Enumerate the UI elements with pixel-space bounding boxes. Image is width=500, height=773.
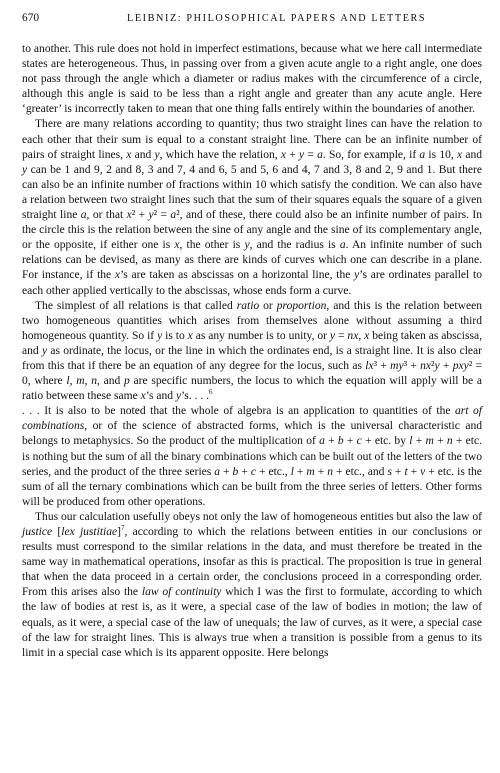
italic-text: y: [154, 148, 160, 161]
text-run: being taken as abscissa, and: [22, 329, 482, 357]
text-run: , the other is: [179, 239, 245, 252]
italic-text: c: [250, 465, 256, 478]
text-run: +: [412, 435, 426, 448]
italic-text: a: [319, 435, 325, 448]
body-paragraph: [22, 510, 482, 661]
text-run: +: [433, 435, 447, 448]
italic-text: x: [364, 329, 370, 342]
italic-text: nx: [420, 359, 432, 372]
italic-text: x: [140, 390, 146, 403]
text-run: . An infinite number of such relations can be devised, as many as there are kinds of curves which one can describe in a plane. For instance, if the: [22, 239, 483, 282]
italic-text: x: [174, 239, 180, 252]
text-run: + etc.,: [255, 465, 291, 478]
text-run: are specific numbers, the locus to which the equation will apply will be a ratio between these same: [22, 375, 482, 403]
italic-text: l: [409, 435, 413, 448]
text-run: or: [259, 299, 277, 312]
italic-text: a: [419, 148, 426, 161]
text-run: , which have the relation,: [159, 148, 281, 161]
italic-text: x: [187, 329, 193, 342]
text-run: , according to which the relations between entities in our conclusions or results must correspond to the similar relations in the data, and must therefore be treated in the same way in mathematical operations, insofar as this is practical. The proposition is true in general that when the data proceed in a certain order, the conclusions proceed in a corresponding order. From this arises also the: [22, 526, 483, 599]
italic-text: my: [390, 359, 404, 372]
text-run: to another. This rule does not hold in imperfect estimations, because what we here call intermediate states are heterogeneous. Thus, in passing over from a given acute angle to a right angle, one does not pass through the angle which a diameter or radius makes with the circumference of a circle, although this angle is said to be less than a right angle and greater than any acute angle. Here ‘greater’ is incorrectly taken to mean that one thing falls entirely within the boundaries of another.: [22, 43, 482, 116]
text-run: , or of the science of abstracted forms, which is the universal characteristic and belongs to metaphysics. So the product of the multiplication of: [22, 420, 482, 448]
text-run: as any number is to unity, or: [192, 329, 330, 342]
footnote-marker: 7: [121, 524, 125, 533]
body-paragraph: [22, 404, 482, 510]
italic-text: x: [126, 148, 132, 161]
text-run: ’s and: [145, 390, 176, 403]
text-run: is 10,: [425, 148, 457, 161]
text-run: +: [293, 465, 307, 478]
italic-text: law of continuity: [141, 586, 222, 599]
italic-text: x: [456, 148, 463, 161]
text-run: as ordinate, the locus, or the line in which the ordinates end, is a straight line. It is also clear from this that if there be an equation of any degree for the locus, such as: [22, 344, 482, 372]
italic-text: l: [290, 465, 294, 478]
italic-text: b: [232, 465, 239, 478]
page-number: 670: [22, 12, 40, 24]
text-run: +: [407, 465, 421, 478]
text-run: +: [314, 465, 328, 478]
text-run: ,: [358, 329, 365, 342]
text-run: +: [439, 359, 453, 372]
text-run: There are many relations according to quantity; thus two straight lines can have the relation to each other that their sum is equal to a constant straight line. There can be an infinite number of pairs of straight lines,: [22, 118, 482, 161]
text-run: [: [52, 526, 62, 538]
text-run: ’s are ordinates parallel to each other applied vertically to the abscissas, whose ends form a curve.: [22, 269, 482, 297]
text-run: . . . It is also to be noted that the whole of algebra is an application to quantities of the: [22, 405, 456, 418]
text-run: The simplest of all relations is that called: [35, 299, 237, 312]
italic-text: y: [354, 269, 360, 282]
text-run: ’s are taken as abscissas on a horizontal line, the: [120, 269, 355, 282]
running-head: [22, 12, 482, 34]
text-run: , and: [96, 375, 125, 388]
text-run: , and the radius is: [249, 239, 340, 252]
italic-text: x: [126, 209, 132, 222]
text-run: ² = 0, where: [22, 359, 482, 388]
body-paragraph: [22, 117, 482, 298]
italic-text: y: [41, 344, 48, 357]
text-run: ²: [431, 359, 435, 372]
italic-text: n: [446, 435, 453, 448]
text-run: +: [343, 435, 357, 448]
italic-text: t: [404, 465, 408, 478]
text-run: ’s. . . .: [181, 390, 209, 403]
text-run: ² =: [153, 209, 171, 222]
italic-text: a: [339, 239, 346, 252]
italic-text: y: [298, 148, 305, 161]
italic-text: justice: [22, 526, 53, 538]
italic-text: y: [148, 209, 154, 222]
text-run: +: [238, 465, 251, 478]
italic-text: a: [317, 148, 323, 161]
text-run: can be 1 and 9, 2 and 8, 3 and 7, 4 and 6, 5 and 5, 6 and 4, 7 and 3, 8 and 2, 9 and 1. But there can also be an infinite number of fractions within 10 which satisfy the condition. We can also have a relation between two straight lines such that the sum of their squares equals the square of a given straight line: [22, 163, 482, 222]
italic-text: pxy: [452, 359, 469, 372]
text-run: ³ +: [403, 359, 421, 372]
italic-text: l: [66, 375, 70, 388]
italic-text: n: [327, 465, 334, 478]
text-run: and: [462, 148, 482, 161]
italic-text: a: [170, 209, 177, 222]
italic-text: m: [76, 375, 85, 388]
body-text: [22, 42, 482, 661]
italic-text: ratio: [236, 299, 260, 312]
italic-text: m: [306, 465, 315, 478]
text-run: ², and of these, there could also be an infinite number of pairs. In the circle this is the relation between the sine of any angle and the sine of its complementary angle, or the opposite, if either one is: [22, 209, 482, 252]
italic-text: y: [175, 390, 182, 403]
italic-text: lx: [365, 359, 374, 372]
italic-text: a: [214, 465, 221, 478]
text-run: ,: [84, 375, 92, 388]
text-run: +: [286, 148, 299, 161]
italic-text: m: [425, 435, 434, 448]
text-run: ³ +: [373, 359, 391, 372]
text-run: + etc. is nothing but the sum of all the binary combinations which can be built out of the letters of the two series, and the product of the three series: [22, 435, 482, 478]
text-run: . So, for example, if: [322, 148, 420, 161]
italic-text: y: [157, 329, 163, 342]
footnote-marker: 6: [209, 388, 213, 397]
text-run: =: [335, 329, 348, 342]
italic-text: y: [244, 239, 250, 252]
text-run: + etc., and: [333, 465, 388, 478]
text-run: ,: [69, 375, 77, 388]
text-run: which I was the first to formulate, according to which the law of bodies at rest is, as it were, a special case of the law of bodies in motion; the law of equals, as it were, a special case of the law of unequals; the law of curves, as it were, a special case of the law for straight lines. This is always true when a transition is possible from a genus to its limit in a special case which is its apparent opposite. Here belongs: [22, 586, 482, 659]
running-title: LEIBNIZ: PHILOSOPHICAL PAPERS AND LETTERS: [127, 13, 427, 24]
body-paragraph: [22, 42, 482, 117]
text-run: +: [391, 465, 405, 478]
text-run: ² +: [131, 209, 149, 222]
italic-text: proportion: [276, 299, 327, 312]
italic-text: p: [124, 375, 130, 388]
italic-text: x: [114, 269, 121, 282]
text-run: , and this is the relation between two homogeneous quantities which arises from themselves alone without assuming a third homogeneous quantity. So if: [22, 299, 482, 342]
text-run: + etc. is the sum of all the ternary combinations which can be built from the three series of letters. Other forms will be produced from other operations.: [22, 465, 482, 508]
text-run: =: [304, 148, 318, 161]
italic-text: y: [22, 163, 28, 176]
italic-text: c: [356, 435, 362, 448]
body-paragraph: [22, 299, 482, 405]
italic-text: nx: [347, 329, 359, 342]
italic-text: n: [91, 375, 97, 388]
italic-text: a: [80, 209, 87, 222]
italic-text: y: [434, 359, 440, 372]
italic-text: y: [329, 329, 336, 342]
text-run: +: [220, 465, 233, 478]
text-run: ]: [117, 526, 122, 538]
italic-text: x: [280, 148, 287, 161]
italic-text: b: [337, 435, 344, 448]
text-run: and: [131, 148, 155, 161]
text-run: +: [324, 435, 338, 448]
text-run: is to: [162, 329, 188, 342]
italic-text: s: [387, 465, 392, 478]
text-run: , or that: [86, 209, 127, 222]
text-run: + etc. by: [361, 435, 410, 448]
italic-text: art of combinations: [22, 405, 482, 433]
italic-text: lex justitiae: [61, 526, 118, 538]
italic-text: v: [420, 465, 426, 478]
text-run: Thus our calculation usefully obeys not only the law of homogeneous entities but also the law of: [35, 510, 482, 523]
